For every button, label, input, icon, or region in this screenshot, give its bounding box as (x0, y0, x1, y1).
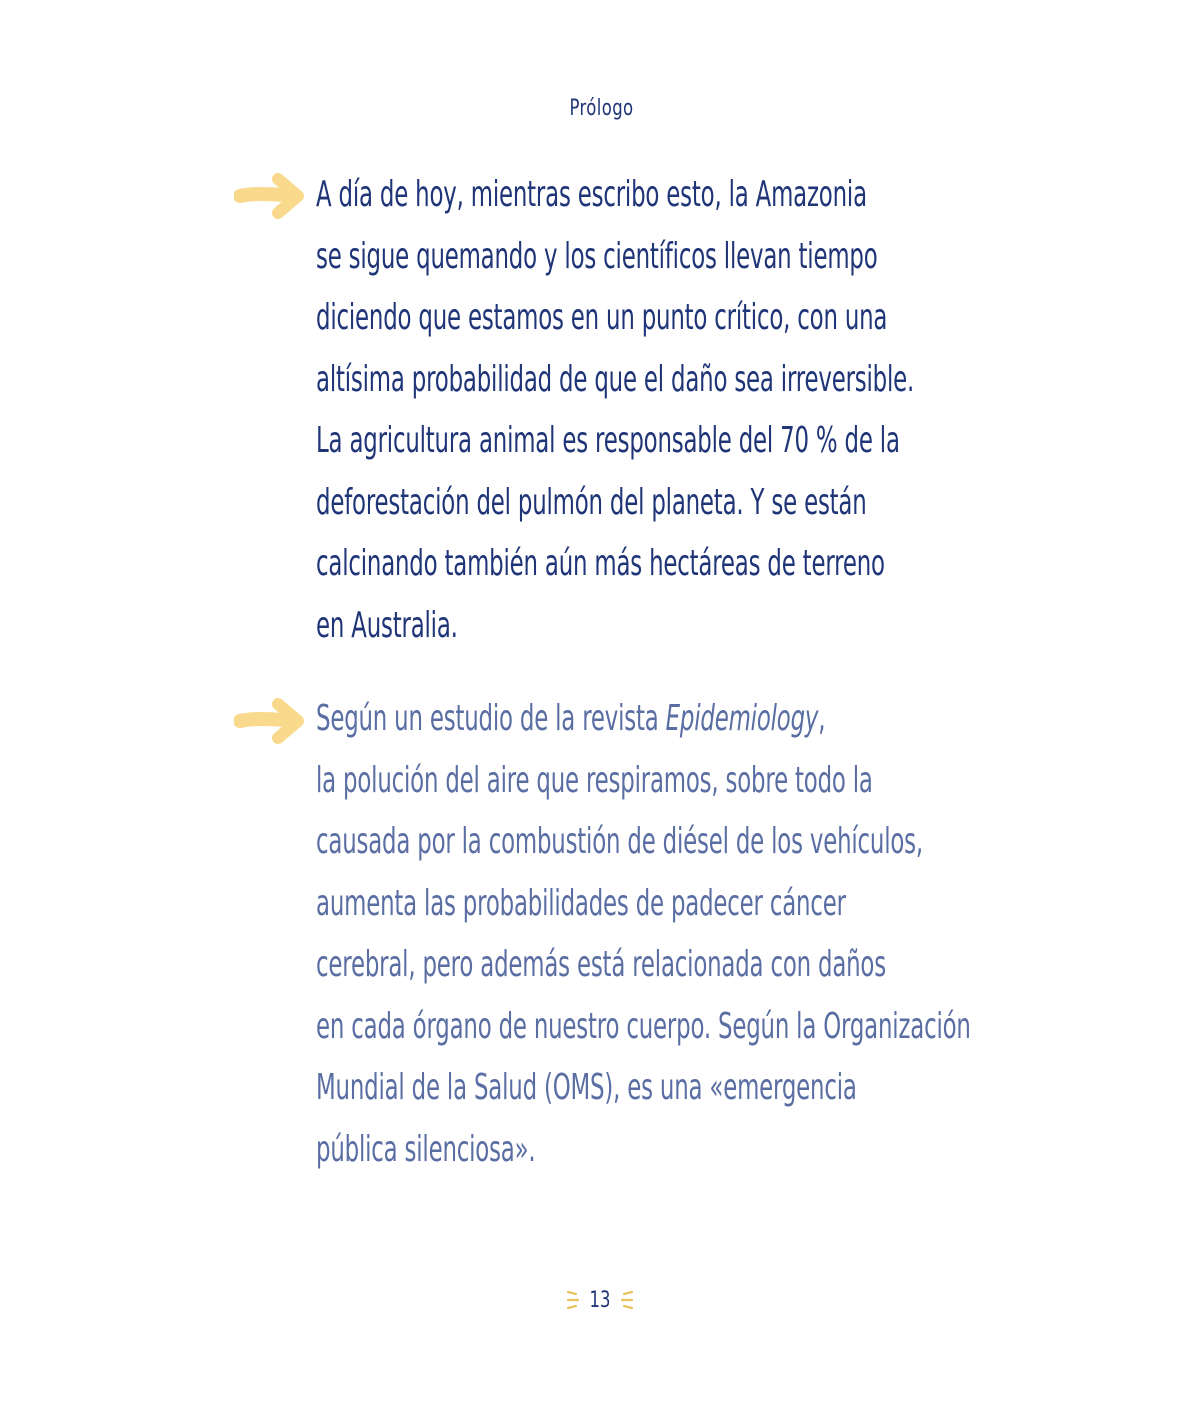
text-line: Mundial de la Salud (OMS), es una «emergencia (316, 1067, 857, 1108)
text-line: causada por la combustión de diésel de los vehículos, (316, 821, 923, 862)
text-line: aumenta las probabilidades de padecer cáncer (316, 882, 846, 924)
arrow-shape (240, 194, 284, 196)
paragraph-polucion (316, 688, 971, 1180)
running-head: Prólogo (569, 96, 634, 121)
arrow-right-icon (234, 172, 304, 220)
text-run: Según un estudio de la revista (316, 698, 666, 739)
paragraph-amazonia (316, 164, 915, 656)
text-line: en cada órgano de nuestro cuerpo. Según la Organización (316, 1005, 971, 1047)
text-line: en Australia. (316, 604, 458, 646)
spark-right-icon (620, 1288, 634, 1312)
text-line: diciendo que estamos en un punto crítico, con una (316, 297, 888, 338)
page-number: 13 (589, 1287, 611, 1313)
text-line: La agricultura animal es responsable del 70 % de la (316, 420, 900, 461)
journal-title: Epidemiology (665, 698, 819, 739)
arrow-shape (240, 719, 284, 721)
text-run: , (818, 698, 826, 739)
text-line (316, 688, 888, 750)
text-line: se sigue quemando y los científicos llevan tiempo (316, 235, 878, 277)
text-line: la polución del aire que respiramos, sobre todo la (316, 759, 873, 801)
spark-left-icon (566, 1288, 580, 1312)
text-line: calcinando también aún más hectáreas de terreno (316, 543, 885, 584)
text-line: deforestación del pulmón del planeta. Y se están (316, 481, 867, 523)
text-line: A día de hoy, mientras escribo esto, la Amazonia (316, 174, 867, 215)
text-line: altísima probabilidad de que el daño sea irreversible. (316, 358, 915, 400)
arrow-right-icon (234, 697, 304, 745)
text-line: pública silenciosa». (316, 1128, 536, 1170)
page-folio (0, 1282, 1200, 1318)
text-line: cerebral, pero además está relacionada con daños (316, 944, 886, 985)
